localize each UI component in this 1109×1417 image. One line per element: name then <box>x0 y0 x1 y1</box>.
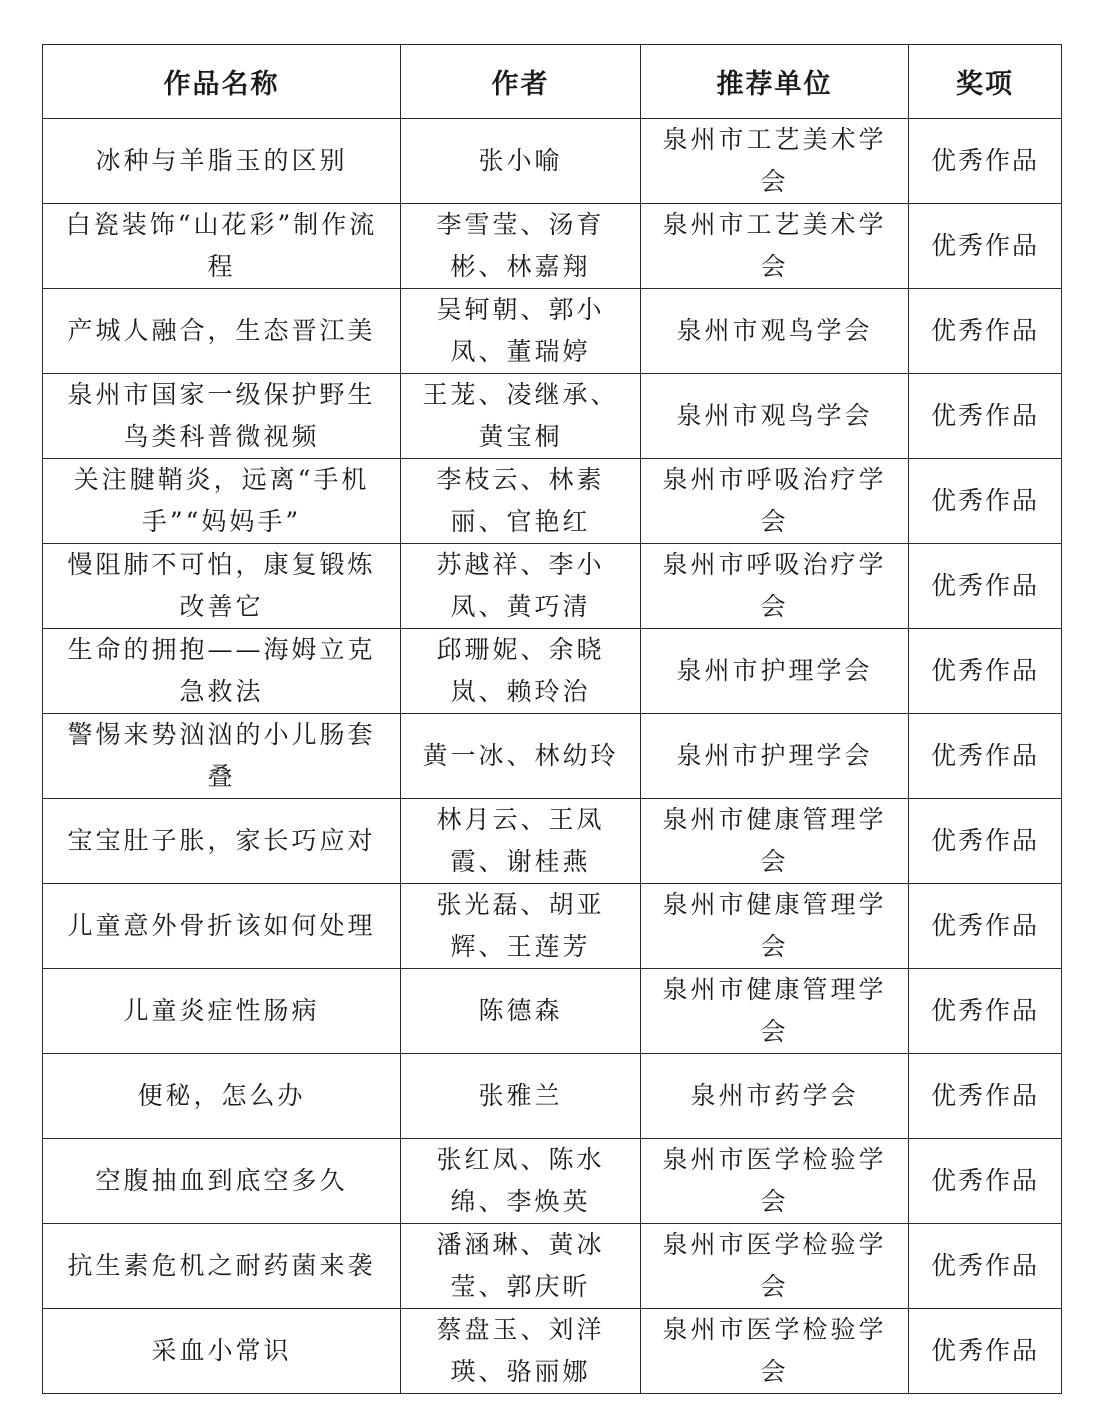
header-authors: 作者 <box>401 45 641 119</box>
table-row <box>43 119 1062 204</box>
cell-award: 优秀作品 <box>909 374 1062 459</box>
cell-award: 优秀作品 <box>909 1054 1062 1139</box>
cell-award: 优秀作品 <box>909 884 1062 969</box>
cell-award: 优秀作品 <box>909 714 1062 799</box>
cell-unit: 泉州市医学检验学会 <box>641 1224 909 1309</box>
cell-title: 采血小常识 <box>43 1309 401 1394</box>
table-row <box>43 544 1062 629</box>
table-row <box>43 374 1062 459</box>
cell-unit: 泉州市护理学会 <box>641 714 909 799</box>
cell-unit: 泉州市健康管理学会 <box>641 799 909 884</box>
cell-unit: 泉州市观鸟学会 <box>641 289 909 374</box>
header-award: 奖项 <box>909 45 1062 119</box>
cell-unit: 泉州市工艺美术学会 <box>641 204 909 289</box>
cell-title: 产城人融合，生态晋江美 <box>43 289 401 374</box>
cell-authors: 林月云、王凤霞、谢桂燕 <box>401 799 641 884</box>
cell-award: 优秀作品 <box>909 1309 1062 1394</box>
cell-authors: 张红凤、陈水绵、李焕英 <box>401 1139 641 1224</box>
cell-unit: 泉州市医学检验学会 <box>641 1139 909 1224</box>
table-row <box>43 884 1062 969</box>
cell-authors: 吴轲朝、郭小凤、董瑞婷 <box>401 289 641 374</box>
cell-title: 儿童炎症性肠病 <box>43 969 401 1054</box>
cell-award: 优秀作品 <box>909 459 1062 544</box>
award-table <box>42 44 1062 1394</box>
cell-authors: 张小喻 <box>401 119 641 204</box>
cell-authors: 黄一冰、林幼玲 <box>401 714 641 799</box>
table-row <box>43 799 1062 884</box>
table-header-row <box>43 45 1062 119</box>
cell-unit: 泉州市呼吸治疗学会 <box>641 544 909 629</box>
cell-award: 优秀作品 <box>909 1139 1062 1224</box>
cell-unit: 泉州市健康管理学会 <box>641 969 909 1054</box>
cell-award: 优秀作品 <box>909 204 1062 289</box>
cell-award: 优秀作品 <box>909 799 1062 884</box>
cell-authors: 李枝云、林素丽、官艳红 <box>401 459 641 544</box>
table-row <box>43 714 1062 799</box>
cell-title: 关注腱鞘炎，远离“手机手”“妈妈手” <box>43 459 401 544</box>
cell-title: 便秘，怎么办 <box>43 1054 401 1139</box>
cell-award: 优秀作品 <box>909 629 1062 714</box>
table-row <box>43 629 1062 714</box>
cell-unit: 泉州市呼吸治疗学会 <box>641 459 909 544</box>
cell-title: 泉州市国家一级保护野生鸟类科普微视频 <box>43 374 401 459</box>
cell-unit: 泉州市工艺美术学会 <box>641 119 909 204</box>
cell-authors: 潘涵琳、黄冰莹、郭庆昕 <box>401 1224 641 1309</box>
table-row <box>43 969 1062 1054</box>
table-row <box>43 1054 1062 1139</box>
cell-authors: 李雪莹、汤育彬、林嘉翔 <box>401 204 641 289</box>
table-row <box>43 459 1062 544</box>
cell-authors: 苏越祥、李小凤、黄巧清 <box>401 544 641 629</box>
cell-title: 生命的拥抱——海姆立克急救法 <box>43 629 401 714</box>
cell-award: 优秀作品 <box>909 289 1062 374</box>
table-row <box>43 204 1062 289</box>
header-title: 作品名称 <box>43 45 401 119</box>
header-unit: 推荐单位 <box>641 45 909 119</box>
cell-unit: 泉州市医学检验学会 <box>641 1309 909 1394</box>
cell-award: 优秀作品 <box>909 969 1062 1054</box>
table-row <box>43 1309 1062 1394</box>
cell-unit: 泉州市观鸟学会 <box>641 374 909 459</box>
cell-authors: 张光磊、胡亚辉、王莲芳 <box>401 884 641 969</box>
table-row <box>43 289 1062 374</box>
cell-unit: 泉州市药学会 <box>641 1054 909 1139</box>
cell-unit: 泉州市护理学会 <box>641 629 909 714</box>
cell-authors: 蔡盘玉、刘洋瑛、骆丽娜 <box>401 1309 641 1394</box>
cell-title: 白瓷装饰“山花彩”制作流程 <box>43 204 401 289</box>
cell-unit: 泉州市健康管理学会 <box>641 884 909 969</box>
cell-authors: 张雅兰 <box>401 1054 641 1139</box>
cell-title: 抗生素危机之耐药菌来袭 <box>43 1224 401 1309</box>
cell-title: 冰种与羊脂玉的区别 <box>43 119 401 204</box>
cell-title: 警惕来势汹汹的小儿肠套叠 <box>43 714 401 799</box>
cell-title: 慢阻肺不可怕，康复锻炼改善它 <box>43 544 401 629</box>
cell-award: 优秀作品 <box>909 1224 1062 1309</box>
cell-authors: 王茏、凌继承、黄宝桐 <box>401 374 641 459</box>
cell-award: 优秀作品 <box>909 544 1062 629</box>
cell-title: 儿童意外骨折该如何处理 <box>43 884 401 969</box>
table-body <box>43 119 1062 1394</box>
table-row <box>43 1139 1062 1224</box>
cell-award: 优秀作品 <box>909 119 1062 204</box>
cell-authors: 陈德森 <box>401 969 641 1054</box>
table-row <box>43 1224 1062 1309</box>
cell-title: 宝宝肚子胀，家长巧应对 <box>43 799 401 884</box>
cell-authors: 邱珊妮、余晓岚、赖玲治 <box>401 629 641 714</box>
cell-title: 空腹抽血到底空多久 <box>43 1139 401 1224</box>
